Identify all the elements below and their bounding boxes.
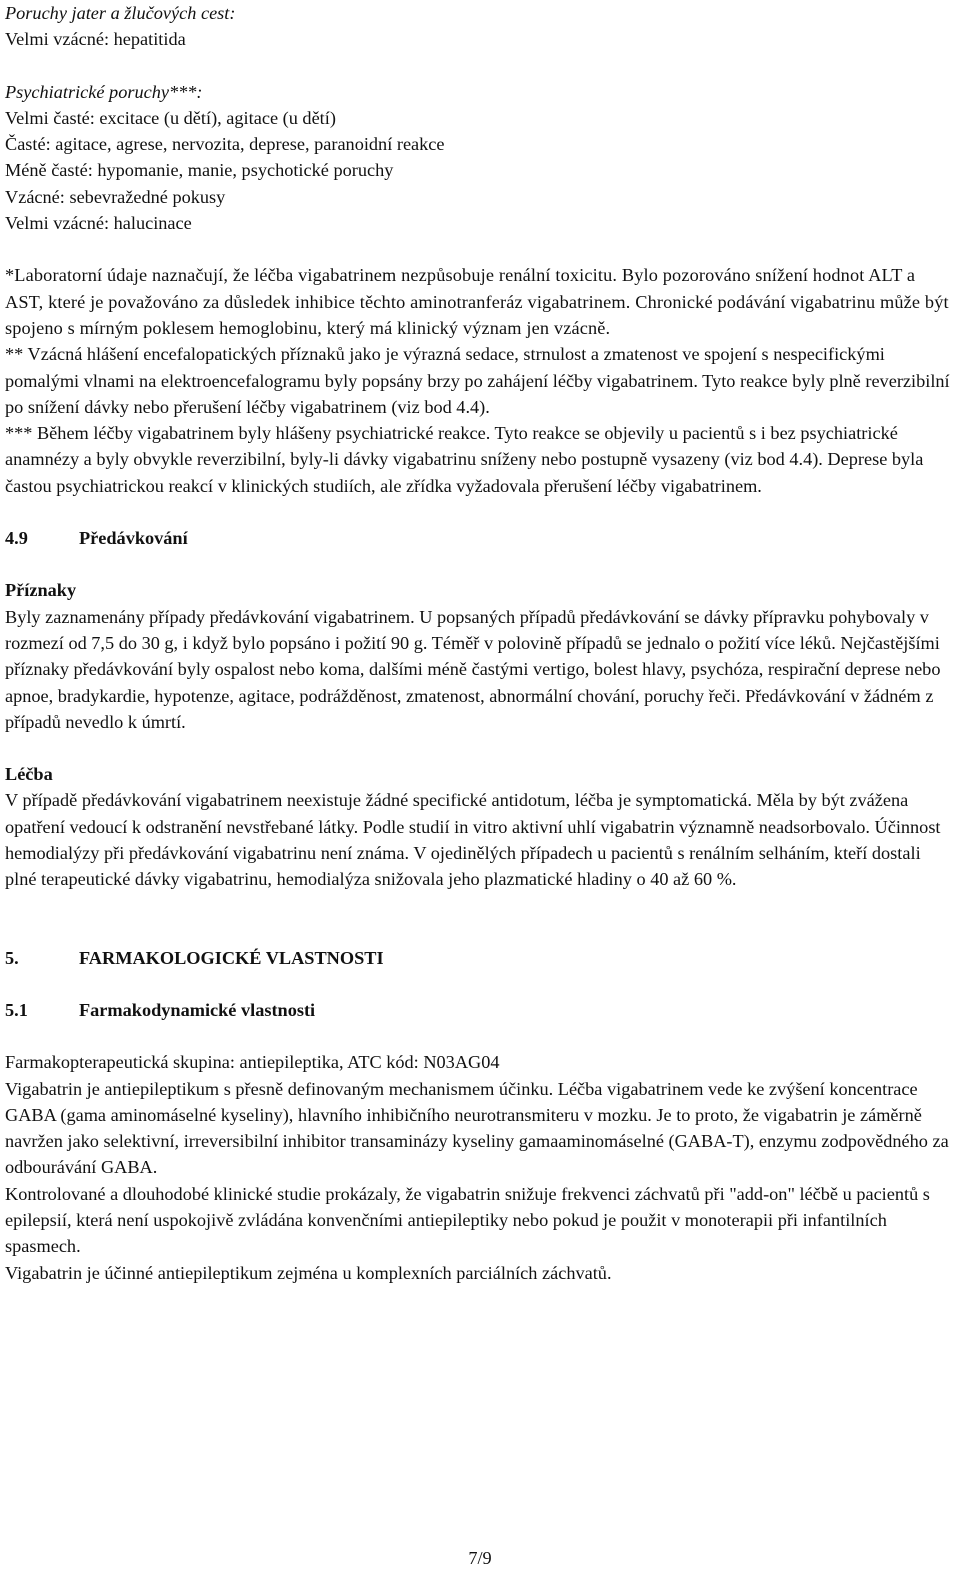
atc-line: Farmakopterapeutická skupina: antiepileptika, ATC kód: N03AG04 [5,1052,500,1073]
section-4-9-heading [5,525,955,551]
footnote-psychiatric: *** Během léčby vigabatrinem byly hlášeny psychiatrické reakce. Tyto reakce se objevily u pacientů s i bez psychiatrické anamnézy a byly obvykle reverzibilní, byly-li dávky vigabatrinu sníženy nebo postupně vysazeny (viz bod 4.4). Deprese byla častou psychiatrickou reakcí v klinických studiích, ale zřídka vyžadovala přerušení léčby vigabatrinem. [5,423,924,496]
efficacy-line: Vigabatrin je účinné antiepileptikum zejména u komplexních parciálních záchvatů. [5,1262,612,1283]
section-title: FARMAKOLOGICKÉ VLASTNOSTI [79,947,384,968]
liver-heading: Poruchy jater a žlučových cest: [5,3,236,23]
section-number: 4.9 [5,528,28,549]
psych-line: Časté: agitace, agrese, nervozita, deprese, paranoidní reakce [5,134,445,155]
section-number: 5.1 [5,999,28,1020]
psych-line: Méně časté: hypomanie, manie, psychotické poruchy [5,160,394,181]
treatment-text: V případě předávkování vigabatrinem neexistuje žádné specifické antidotum, léčba je symptomatická. Měla by být zvážena opatření vedoucí k odstranění nevstřebané látky. Podle studií in vitro aktivní uhlí vigabatrin významně neadsorbovalo. Účinnost hemodialýzy při předávkování vigabatrinu není známa. V ojedinělých případech u pacientů s renálním selháním, kteří dostali plné terapeutické dávky vigabatrinu, hemodialýza snižovala jeho plazmatické hladiny o 40 až 60 %. [5,790,941,890]
section-5-1-heading [5,997,955,1023]
section-title: Předávkování [79,528,188,549]
treatment-heading: Léčba [5,764,53,785]
clinical-studies-paragraph: Kontrolované a dlouhodobé klinické studie prokázaly, že vigabatrin snižuje frekvenci záchvatů při "add-on" léčbě u pacientů s epilepsií, která není uspokojivě zvládána konvenčními antiepileptiky nebo pokud je použit v monoterapii při infantilních spasmech. [5,1183,930,1257]
mechanism-paragraph: Vigabatrin je antiepileptikum s přesně definovaným mechanismem účinku. Léčba vigabatrinem vede ke zvýšení koncentrace GABA (gama aminomáselné kyseliny), hlavního inhibičního neurotransmiteru v mozku. Je to proto, že vigabatrin je záměrně navržen jako selektivní, irreversibilní inhibitor transaminázy kyseliny gamaaminomáselné (GABA-T), enzymu zodpovědného za odbourávání GABA. [5,1078,949,1178]
section-5-heading [5,945,955,971]
psych-line: Vzácné: sebevražedné pokusy [5,186,226,207]
document-page [5,0,955,1286]
psych-line: Velmi časté: excitace (u dětí), agitace (u dětí) [5,107,336,128]
section-title: Farmakodynamické vlastnosti [79,999,316,1020]
psych-line: Velmi vzácné: halucinace [5,213,192,234]
footnote-laboratory: *Laboratorní údaje naznačují, že léčba vigabatrinem nezpůsobuje renální toxicitu. Bylo pozorováno snížení hodnot ALT a AST, které je považováno za důsledek inhibice těchto aminotranferáz vigabatrinem. Chronické podávání vigabatrinu může být spojeno s mírným poklesem hemoglobinu, který má klinický význam jen vzácně. [5,265,949,338]
psych-heading: Psychiatrické poruchy***: [5,81,203,102]
page-number: 7/9 [468,1548,492,1568]
section-number: 5. [5,947,19,968]
liver-line: Velmi vzácné: hepatitida [5,29,186,50]
symptoms-text: Byly zaznamenány případy předávkování vigabatrinem. U popsaných případů předávkování se dávky přípravku pohybovaly v rozmezí od 7,5 do 30 g, i když bylo popsáno i požití 90 g. Téměř v polovině případů se jednalo o požití více léků. Nejčastějšími příznaky předávkování byly ospalost nebo koma, dalšími méně častými vertigo, bolest hlavy, psychóza, respirační deprese nebo apnoe, bradykardie, hypotenze, agitace, podrážděnost, zmatenost, abnormální chování, poruchy řeči. Předávkování v žádném z případů nevedlo k úmrtí. [5,606,941,732]
footnote-encephalopathy: ** Vzácná hlášení encefalopatických příznaků jako je výrazná sedace, strnulost a zmatenost ve spojení s nespecifickými pomalými vlnami na elektroencefalogramu byly popsány brzy po zahájení léčby vigabatrinem. Tyto reakce byly plně reverzibilní po snížení dávky nebo přerušení léčby vigabatrinem (viz bod 4.4). [5,344,950,417]
symptoms-heading: Příznaky [5,580,77,601]
